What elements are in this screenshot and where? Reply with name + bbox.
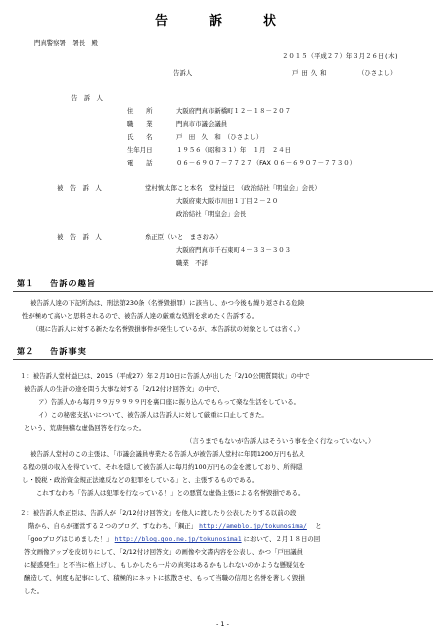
document-date: ２０１５（平成２７）年３月２６日(木) bbox=[282, 52, 399, 60]
accused2-job: 職業 不詳 bbox=[176, 259, 208, 267]
para1-line-4: イ）この秘密支払いについて、被告訴人は告訴人に対して厳重に口止してきた。 bbox=[38, 411, 268, 419]
para1-line-2: 被告訴人の生計の途を問う大事な対する「2/12付け回答文」の中で、 bbox=[24, 385, 224, 393]
para1-line-7: 被告訴人堂村のこの主張は、「市議会議員専業たる告訴人が被告訴人堂村に年間1200万円も払え bbox=[30, 450, 306, 458]
section2-rule bbox=[13, 359, 433, 360]
para2-line-2-tail: と bbox=[308, 522, 322, 530]
section2-number: 第２ bbox=[17, 346, 34, 356]
section1-line-2: 性が極めて高いと思料されるので、被告訴人達の厳重な処罰を求めたく告訴する。 bbox=[22, 312, 259, 320]
para1-line-5: という、荒唐無稽な虚偽回答を行なった。 bbox=[24, 424, 146, 432]
para2-line-3 bbox=[24, 535, 320, 544]
accused2-name: 糸正臣（いと まさおみ） bbox=[145, 233, 222, 241]
section1-rule bbox=[13, 291, 433, 292]
accused1-org: 政治結社「明皇会」会長 bbox=[176, 210, 247, 218]
para2-line-3-tail: において、２月１８日の回 bbox=[243, 535, 321, 543]
para1-line-6: （言うまでもないが告訴人はそういう事を全く行なっていない。） bbox=[186, 437, 375, 445]
signer-role: 告訴人 bbox=[173, 69, 193, 77]
complainant-address: 大阪府門真市新橋町１２－１８－２０７ bbox=[176, 107, 292, 115]
accused1-heading: 被 告 訴 人 bbox=[57, 184, 102, 192]
section2-title: 告訴事実 bbox=[50, 346, 87, 356]
accused2-address: 大阪府門真市千石東町４－３３－３０３ bbox=[176, 246, 292, 254]
complainant-label-phone: 電 話 bbox=[127, 159, 153, 167]
addressee: 門真警察署 署長 殿 bbox=[34, 39, 98, 47]
signer-reading: （ひさよし） bbox=[358, 69, 397, 77]
complainant-name: 戸 田 久 和 （ひさよし） bbox=[176, 133, 263, 141]
document-title: 告 訴 状 bbox=[154, 14, 290, 29]
para2-line-1: ２：被告訴人糸正臣は、告訴人が「2/12付け回答文」を他人に渡したり公表したりする以前の段 bbox=[20, 509, 297, 517]
complainant-label-job: 職 業 bbox=[127, 120, 153, 128]
page-number: - 1 - bbox=[216, 620, 229, 628]
signer-name: 戸田久和 bbox=[292, 69, 330, 77]
section1-line-3: （現に告訴人に対する新たな名誉毀損事件が発生しているが、本告訴状の対象としては省く。） bbox=[32, 325, 304, 333]
para2-line-5: に疑惑発生」と不当に格上げし、もしかしたら一片の真実はあるかもしれないのかような懸疑気を bbox=[24, 561, 306, 569]
complainant-label-birth: 生年月日 bbox=[127, 146, 153, 154]
para2-line-4: 答文画像アップを皮切りにして、「2/12付け回答文」の画像や文書内容を公表し、かつ「戸田議員 bbox=[24, 548, 303, 556]
accused1-address: 大阪府東大阪市川田１丁目２－２０ bbox=[176, 197, 279, 205]
para2-line-2 bbox=[28, 522, 322, 531]
para2-line-6: 醸造して、何度も記事にして、積極的にネットに拡散させ、もって当職の信用と名誉を著しく毀損 bbox=[24, 574, 305, 582]
para1-line-3: ア）告訴人から毎月９９万９９９９円を裏口座に振り込んでもらって楽な生活をしている。 bbox=[38, 398, 301, 406]
para2-line-2-text: 階から、自らが運営する２つのブログ、すなわち、「鋼正」 bbox=[28, 522, 198, 530]
complainant-heading: 告 訴 人 bbox=[71, 94, 103, 102]
section1-title: 告訴の趣旨 bbox=[50, 278, 96, 288]
complainant-birthdate: １９５６（昭和３１）年 １月 ２４日 bbox=[176, 146, 292, 154]
accused1-name: 堂村慎太郎こと本名 堂村益巳 （政治結社「明皇会」会長） bbox=[145, 184, 321, 192]
para1-line-9: し・脱税・政治資金規正法違反などの犯罪をしている」と、主張するものである。 bbox=[22, 476, 259, 484]
para1-line-1: １：被告訴人堂村益巳は、2015（平成27）年２月10日に告訴人が出した「2/10公開質問状」の中で bbox=[20, 372, 310, 380]
complainant-phone: ０６－６９０７－７７２７（FAX ０６－６９０７－７７３０） bbox=[176, 159, 357, 167]
para1-line-10: これすなわち「告訴人は犯罪を行なっている！」との悪質な虚偽主張による名誉毀損である。 bbox=[36, 489, 305, 497]
para2-line-7: した。 bbox=[24, 587, 44, 595]
complainant-label-name: 氏 名 bbox=[127, 133, 153, 141]
section1-line-1: 被告訴人達の下記所為は、刑法第230条（名誉毀損罪）に該当し、かつ今後も繰り返される危険 bbox=[30, 299, 305, 307]
section1-number: 第１ bbox=[17, 278, 34, 288]
blog-link-ameblo[interactable]: http://ameblo.jp/tokunosima/ bbox=[199, 522, 307, 530]
complainant-label-address: 住 所 bbox=[127, 107, 153, 115]
blog-link-goo[interactable]: http://blog.goo.ne.jp/tokunosima1 bbox=[114, 535, 242, 543]
accused2-heading: 被 告 訴 人 bbox=[57, 233, 102, 241]
para2-line-3-text: 「gooブログはじめました！」 bbox=[24, 535, 113, 543]
para1-line-8: る程の別の収入を得ていて、それを隠して被告訴人に毎月約100万円もの金を渡しており、所得隠 bbox=[22, 463, 303, 471]
complainant-job: 門真市市議会議員 bbox=[176, 120, 228, 128]
